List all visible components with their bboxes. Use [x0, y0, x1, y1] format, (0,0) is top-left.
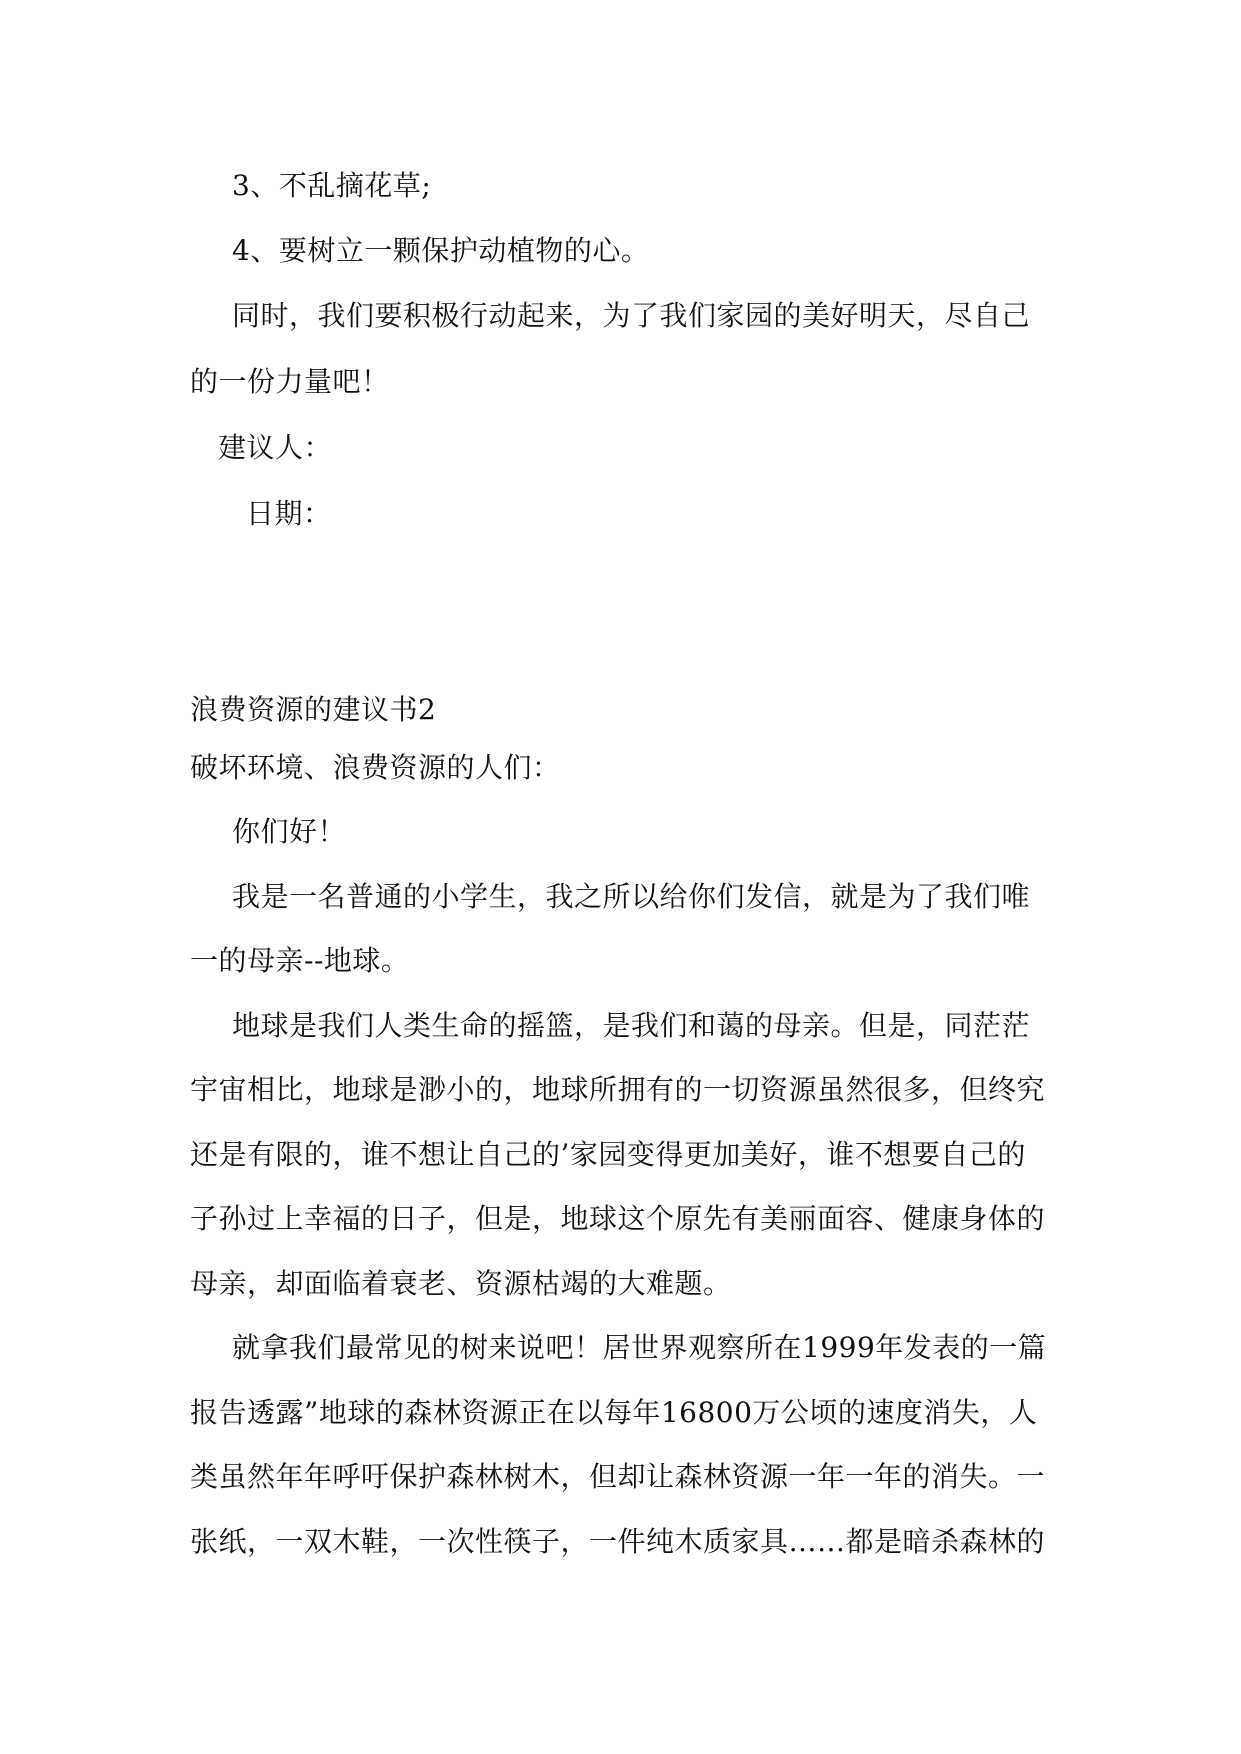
paragraph-line: 子孙过上幸福的日子，但是，地球这个原先有美丽面容、健康身体的	[190, 1202, 1046, 1235]
paragraph-line: 类虽然年年呼吁保护森林树木，但却让森林资源一年一年的消失。一	[190, 1460, 1046, 1493]
date-label: 日期：	[246, 497, 332, 530]
paragraph-line: 报告透露”地球的森林资源正在以每年16800万公顷的速度消失，人	[190, 1396, 1038, 1429]
paragraph-line: 就拿我们最常见的树来说吧！居世界观察所在1999年发表的一篇	[232, 1331, 1047, 1364]
paragraph-line: 还是有限的，谁不想让自己的’家园变得更加美好，谁不想要自己的	[190, 1138, 1026, 1171]
salutation: 破坏环境、浪费资源的人们：	[190, 751, 561, 784]
paragraph-line: 一的母亲--地球。	[190, 944, 410, 977]
section-title: 浪费资源的建议书2	[190, 693, 437, 726]
paragraph-line: 同时，我们要积极行动起来，为了我们家园的美好明天，尽自己	[232, 299, 1031, 332]
paragraph-line: 张纸，一双木鞋，一次性筷子，一件纯木质家具……都是暗杀森林的	[190, 1525, 1046, 1558]
signature-label: 建议人：	[218, 431, 333, 464]
greeting: 你们好！	[232, 815, 347, 848]
paragraph-line: 母亲，却面临着衰老、资源枯竭的大难题。	[190, 1267, 732, 1300]
paragraph-line: 的一份力量吧！	[190, 365, 390, 398]
paragraph-line: 宇宙相比，地球是渺小的，地球所拥有的一切资源虽然很多，但终究	[190, 1073, 1046, 1106]
list-item-3: 3、不乱摘花草;	[232, 169, 432, 202]
paragraph-line: 地球是我们人类生命的摇篮，是我们和蔼的母亲。但是，同茫茫	[232, 1009, 1031, 1042]
paragraph-line: 我是一名普通的小学生，我之所以给你们发信，就是为了我们唯	[232, 880, 1031, 913]
list-item-4: 4、要树立一颗保护动植物的心。	[232, 234, 650, 267]
